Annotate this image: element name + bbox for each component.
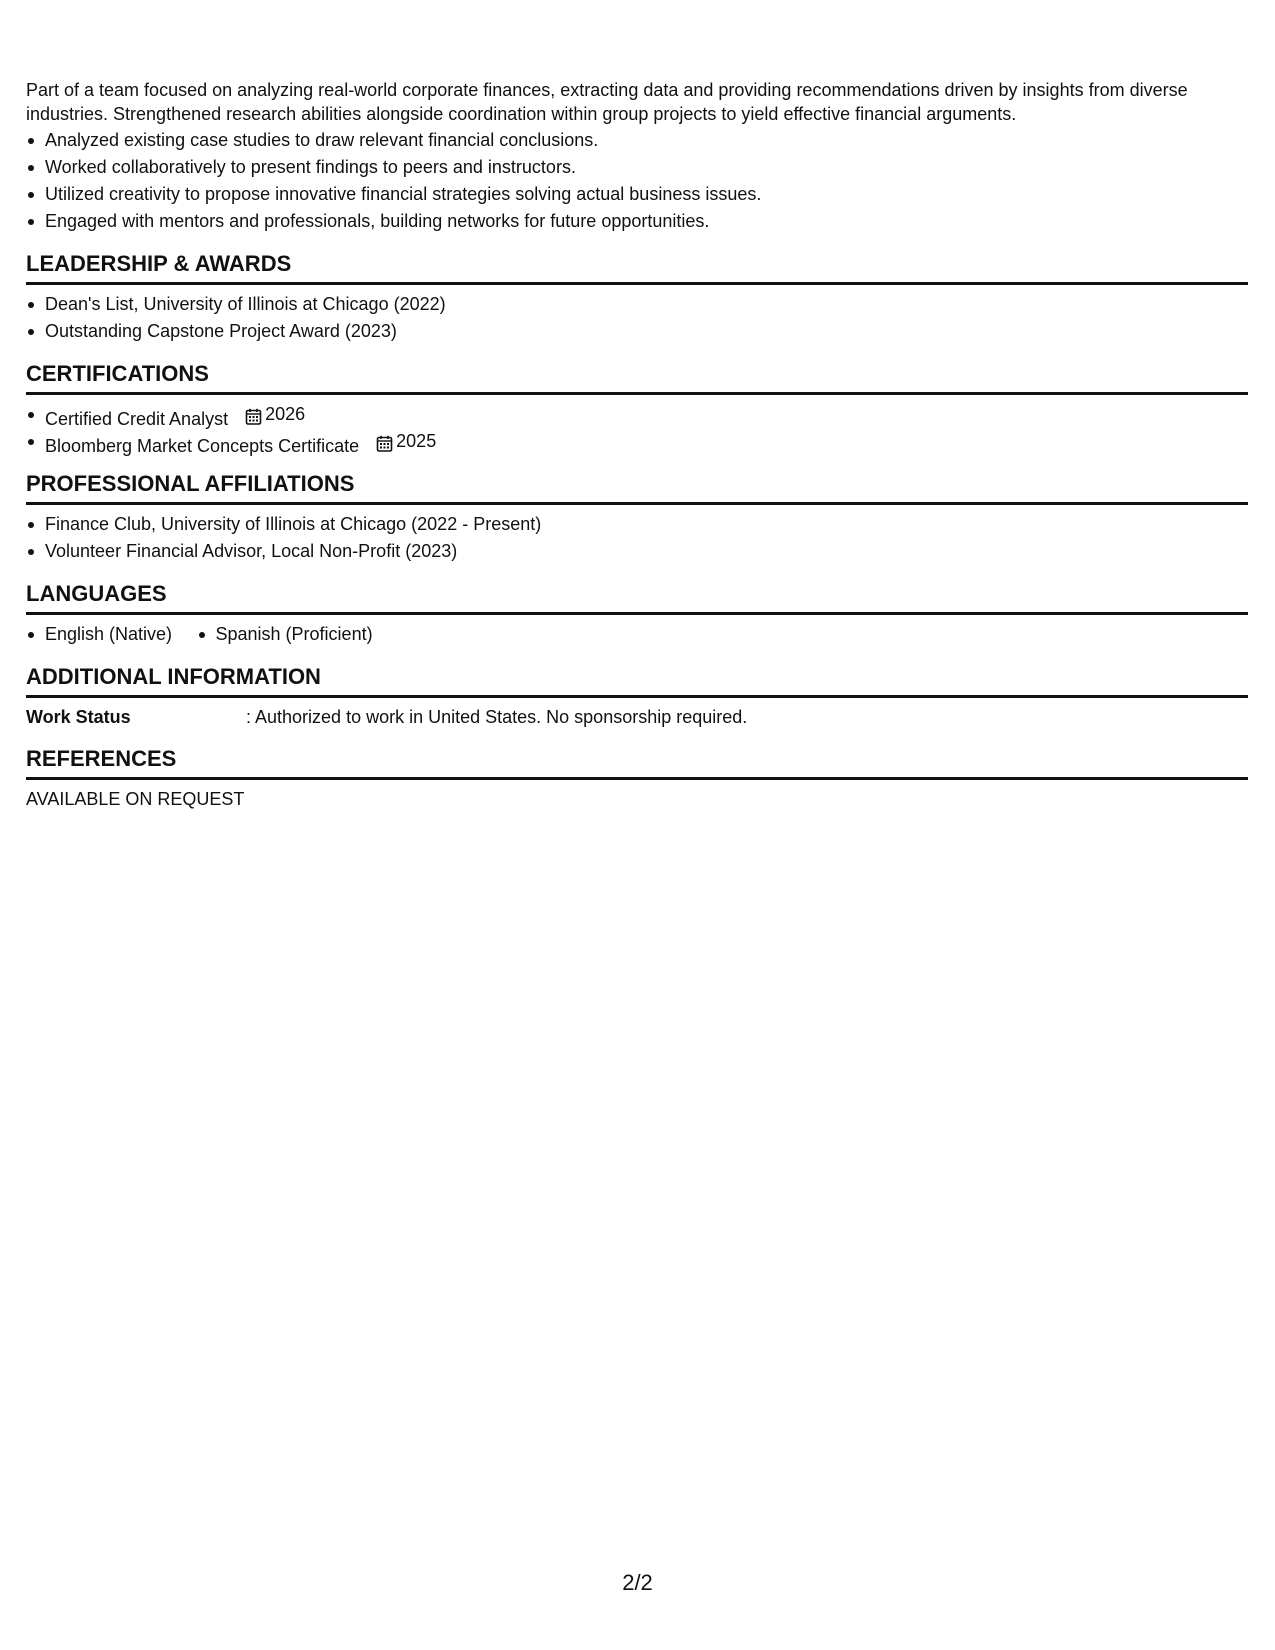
certification-name: Certified Credit Analyst	[45, 409, 229, 429]
list-item: Worked collaboratively to present findings to peers and instructors.	[26, 154, 1248, 181]
languages-section	[26, 615, 1248, 648]
section-title-certifications: CERTIFICATIONS	[26, 361, 1248, 395]
work-status-label: Work Status	[26, 707, 131, 727]
references-text: AVAILABLE ON REQUEST	[26, 789, 245, 809]
list-item: Analyzed existing case studies to draw relevant financial conclusions.	[26, 127, 1248, 154]
references-section	[26, 780, 1248, 812]
certification-year: 2026	[265, 404, 306, 424]
calendar-icon	[376, 433, 393, 450]
certifications-section	[26, 395, 1248, 455]
additional-information-section	[26, 698, 1248, 730]
certification-name: Bloomberg Market Concepts Certificate	[45, 436, 360, 456]
list-item: Outstanding Capstone Project Award (2023)	[26, 318, 1248, 345]
work-status-value: : Authorized to work in United States. No sponsorship required.	[246, 707, 748, 727]
language-item: Spanish (Proficient)	[197, 621, 373, 648]
list-item: Volunteer Financial Advisor, Local Non-Profit (2023)	[26, 538, 1248, 565]
project-description: Part of a team focused on analyzing real-world corporate finances, extracting data and providing recommendations driven by insights from diverse industries. Strengthened research abilities alongside coordination within group projects to yield effective financial arguments.	[26, 80, 1188, 124]
section-title-leadership: LEADERSHIP & AWARDS	[26, 251, 1248, 285]
list-item: Dean's List, University of Illinois at Chicago (2022)	[26, 291, 1248, 318]
calendar-icon	[245, 406, 262, 423]
certification-item	[26, 428, 1248, 455]
section-title-references: REFERENCES	[26, 746, 1248, 780]
section-title-affiliations: PROFESSIONAL AFFILIATIONS	[26, 471, 1248, 505]
certification-year: 2025	[396, 431, 437, 451]
list-item: Engaged with mentors and professionals, building networks for future opportunities.	[26, 208, 1248, 235]
list-item: Utilized creativity to propose innovative financial strategies solving actual business issues.	[26, 181, 1248, 208]
work-status-row	[26, 704, 1248, 730]
affiliations-section	[26, 505, 1248, 565]
list-item: Finance Club, University of Illinois at Chicago (2022 - Present)	[26, 511, 1248, 538]
language-item: English (Native)	[26, 621, 172, 648]
certification-date	[376, 428, 436, 455]
certification-date	[245, 401, 305, 428]
leadership-section	[26, 285, 1248, 345]
certification-item	[26, 401, 1248, 428]
section-title-additional-information: ADDITIONAL INFORMATION	[26, 664, 1248, 698]
project-bullets	[26, 127, 1248, 235]
page-number: 2/2	[622, 1570, 653, 1595]
resume-page	[26, 78, 1248, 812]
section-title-languages: LANGUAGES	[26, 581, 1248, 615]
